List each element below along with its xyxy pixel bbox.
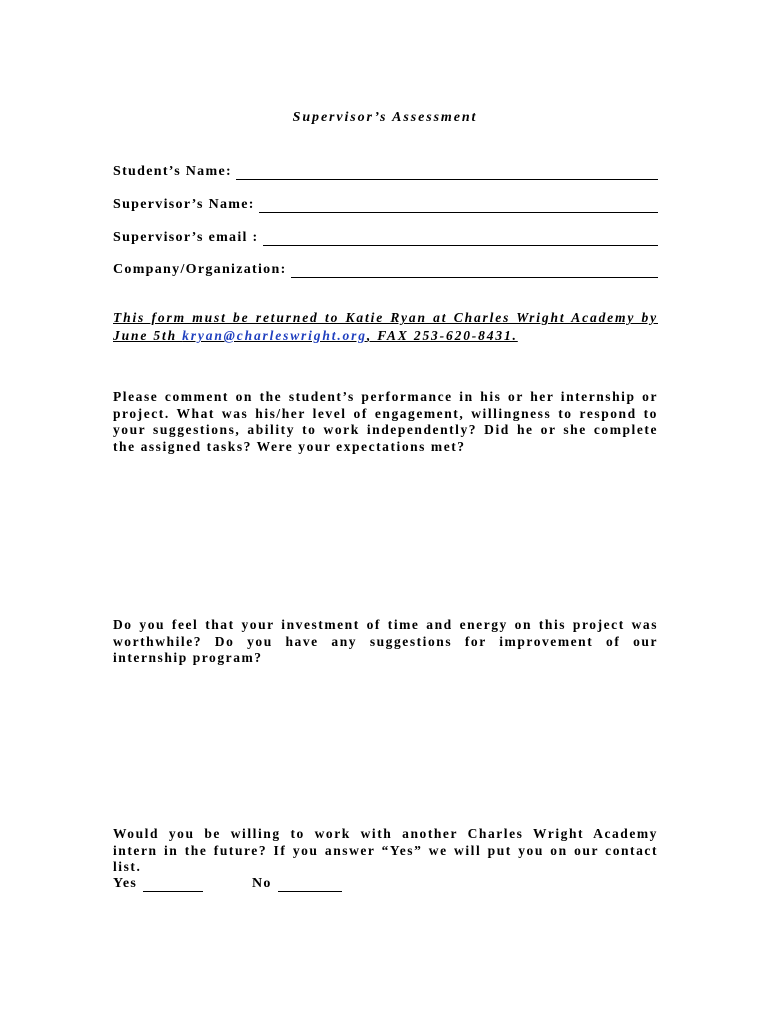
notice-text-after: , FAX 253-620-8431.: [366, 328, 518, 343]
return-notice: [113, 309, 658, 345]
question-future-intern: Would you be willing to work with another Charles Wright Academy intern in the future? If you answer “Yes” we will put you on our contact list.: [113, 826, 658, 874]
notice-text-before: This form must be returned to Katie Ryan at Charles Wright Academy by June 5th: [113, 310, 658, 343]
company-field[interactable]: [113, 260, 658, 278]
supervisor-name-line[interactable]: [259, 198, 658, 213]
question-investment: Do you feel that your investment of time and energy on this project was worthwhile? Do you have any suggestions for improvement of our internship program?: [113, 617, 658, 665]
supervisor-email-field[interactable]: [113, 228, 658, 246]
student-name-field[interactable]: [113, 162, 658, 180]
page-title: Supervisor’s Assessment: [292, 110, 478, 125]
company-label: Company/Organization:: [113, 262, 287, 277]
yes-option[interactable]: [113, 874, 203, 892]
no-label: No: [252, 876, 272, 891]
supervisor-name-field[interactable]: [113, 195, 658, 213]
yes-line[interactable]: [143, 877, 203, 892]
no-option[interactable]: [252, 874, 342, 892]
student-name-line[interactable]: [236, 165, 658, 180]
supervisor-name-label: Supervisor’s Name:: [113, 197, 255, 212]
supervisor-email-label: Supervisor’s email :: [113, 230, 259, 245]
supervisor-email-line[interactable]: [263, 231, 659, 246]
company-line[interactable]: [291, 263, 658, 278]
question-performance: Please comment on the student’s performance in his or her internship or project. What was his/her level of engagement, willingness to respond to your suggestions, ability to work independently? Did he or she complete the assigned tasks? Were your expectations met?: [113, 389, 658, 454]
no-line[interactable]: [278, 877, 342, 892]
contact-email-link[interactable]: kryan@charleswright.org: [182, 328, 367, 343]
yes-label: Yes: [113, 876, 138, 891]
student-name-label: Student’s Name:: [113, 164, 232, 179]
